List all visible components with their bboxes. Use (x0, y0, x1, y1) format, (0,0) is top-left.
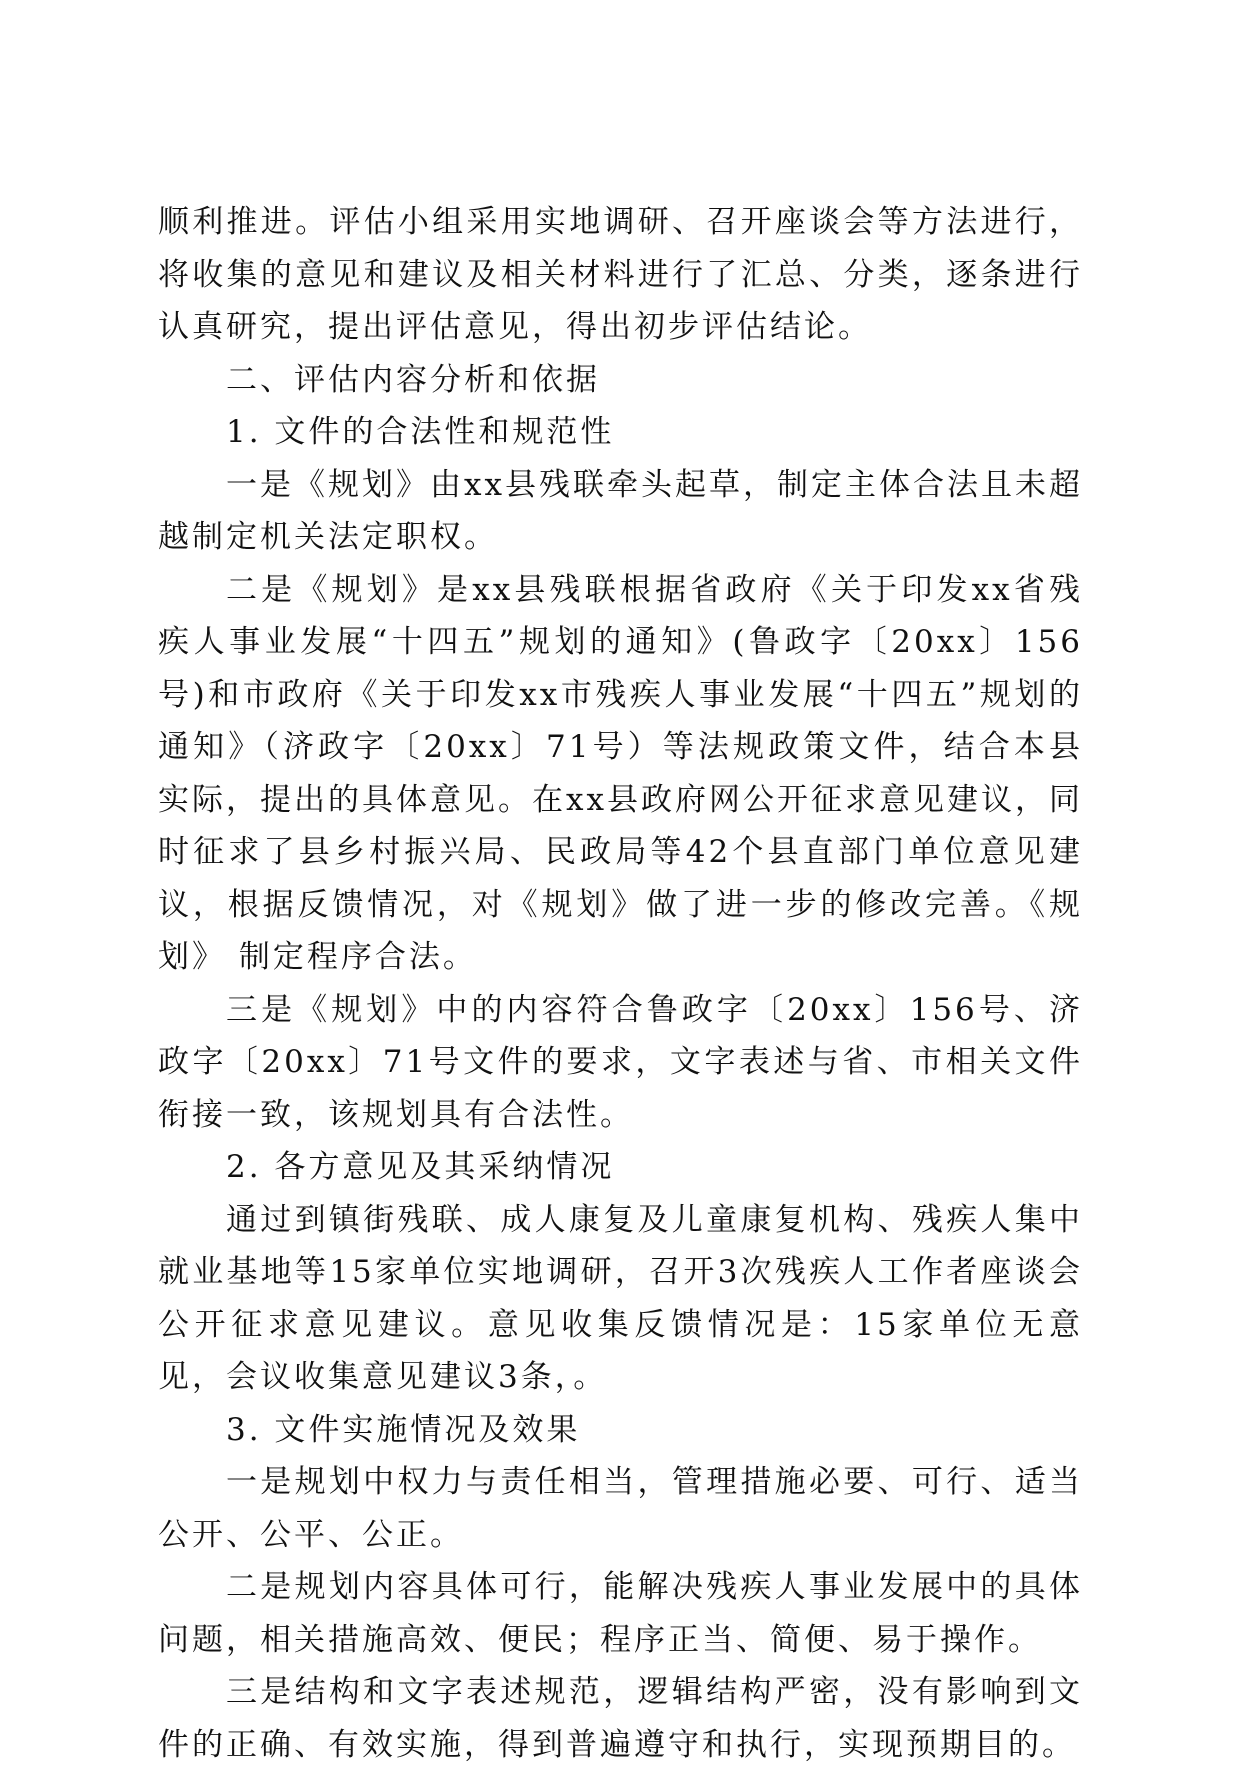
paragraph-legality-3: 三是《规划》中的内容符合鲁政字〔20xx〕156号、济政字〔20xx〕71号文件的要求，文字表述与省、市相关文件衔接一致，该规划具有合法性。 (158, 991, 1083, 1133)
subheading-legality: 1. 文件的合法性和规范性 (226, 414, 615, 450)
paragraph-legality-2: 二是《规划》是xx县残联根据省政府《关于印发xx省残疾人事业发展“十四五”规划的通知》(鲁政字〔20xx〕156号)和市政府《关于印发xx市残疾人事业发展“十四五”规划的通知》（济政字〔20xx〕71号）等法规政策文件，结合本县实际，提出的具体意见。在xx县政府网公开征求意见建议，同时征求了县乡村振兴局、民政局等42个县直部门单位意见建议，根据反馈情况，对《规划》做了进一步的修改完善。《规划》 制定程序合法。 (158, 571, 1083, 975)
paragraph-continuation: 顺利推进。评估小组采用实地调研、召开座谈会等方法进行，将收集的意见和建议及相关材料进行了汇总、分类，逐条进行认真研究，提出评估意见，得出初步评估结论。 (158, 204, 1083, 345)
paragraph-implementation-3: 三是结构和文字表述规范，逻辑结构严密，没有影响到文件的正确、有效实施，得到普遍遵守和执行，实现预期目的。 (158, 1674, 1083, 1763)
paragraph-implementation-2: 二是规划内容具体可行，能解决残疾人事业发展中的具体问题，相关措施高效、便民；程序正当、简便、易于操作。 (158, 1569, 1083, 1658)
paragraph-legality-1: 一是《规划》由xx县残联牵头起草，制定主体合法且未超越制定机关法定职权。 (158, 466, 1083, 555)
subheading-implementation: 3. 文件实施情况及效果 (226, 1411, 581, 1448)
document-body (158, 196, 1083, 1771)
paragraph-implementation-1: 一是规划中权力与责任相当，管理措施必要、可行、适当公开、公平、公正。 (158, 1464, 1083, 1553)
section-heading-analysis: 二、评估内容分析和依据 (226, 361, 600, 398)
subheading-opinions: 2. 各方意见及其采纳情况 (226, 1149, 615, 1185)
paragraph-opinions: 通过到镇街残联、成人康复及儿童康复机构、残疾人集中就业基地等15家单位实地调研，召开3次残疾人工作者座谈会公开征求意见建议。意见收集反馈情况是：15家单位无意见，会议收集意见建议3条，。 (158, 1201, 1083, 1395)
